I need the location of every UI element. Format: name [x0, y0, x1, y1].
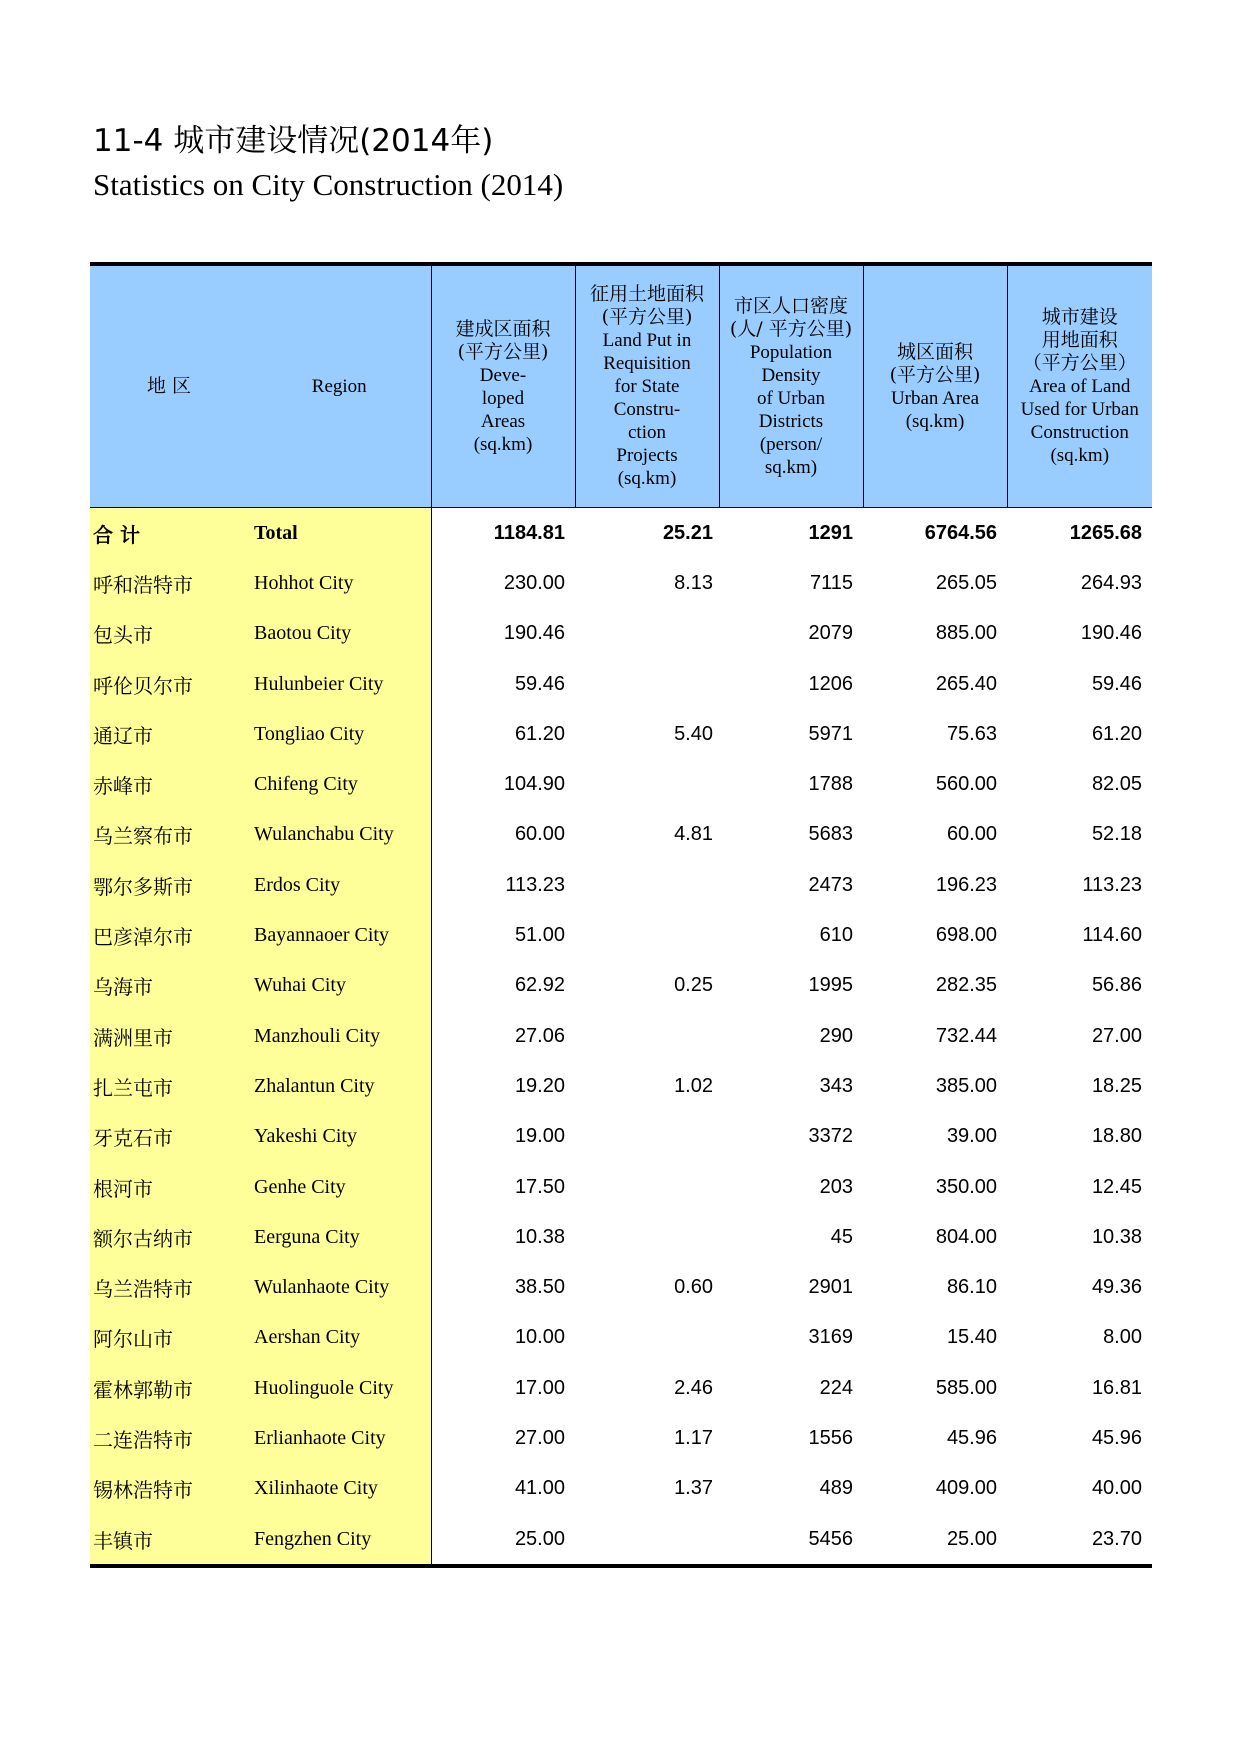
header-line: 市区人口密度 [733, 294, 848, 317]
region-name-chinese: 丰镇市 [90, 1514, 248, 1566]
developed-area-cell: 10.38 [514, 1225, 565, 1248]
table-body [90, 508, 1152, 1569]
header-line: (平方公里) [889, 363, 981, 386]
table-row [90, 1363, 1152, 1413]
population-density-cell: 489 [819, 1477, 853, 1500]
population-density-cell: 7115 [809, 571, 853, 594]
region-name-english: Manzhouli City [248, 1011, 431, 1061]
header-line: Areas [480, 410, 526, 432]
table-row [90, 910, 1152, 960]
developed-area-cell: 25.00 [514, 1527, 565, 1550]
construction-land-cell: 18.80 [1091, 1125, 1142, 1148]
urban-area-cell: 282.35 [935, 974, 997, 997]
table-row [90, 1112, 1152, 1162]
land-requisition-cell: 8.13 [674, 571, 713, 594]
region-name-chinese: 乌海市 [90, 961, 248, 1011]
population-density-cell: 203 [819, 1175, 853, 1198]
region-name-english: Xilinhaote City [248, 1464, 431, 1514]
header-line: (sq.km) [1050, 445, 1110, 466]
header-line: (平方公里) [601, 306, 693, 328]
header-line: (人/ 平方公里) [729, 317, 853, 340]
region-name-chinese: 赤峰市 [90, 759, 248, 809]
population-density-cell: 1788 [808, 773, 853, 796]
land-requisition-cell: 2.46 [674, 1376, 713, 1399]
header-line: Districts [758, 410, 824, 432]
table-row [90, 1011, 1152, 1061]
land-requisition-cell: 4.81 [674, 823, 713, 846]
land-requisition-cell [575, 609, 719, 659]
region-name-chinese: 乌兰浩特市 [90, 1262, 248, 1312]
population-density-cell: 45 [830, 1225, 853, 1248]
urban-area-cell: 885.00 [935, 622, 997, 645]
developed-area-cell: 27.00 [514, 1426, 565, 1449]
header-line: Used for Urban [1020, 399, 1139, 420]
region-name-chinese: 呼伦贝尔市 [90, 659, 248, 709]
region-name-english: Eerguna City [248, 1212, 431, 1262]
construction-land-cell: 16.81 [1091, 1376, 1142, 1399]
population-density-cell: 290 [819, 1024, 853, 1047]
city-construction-table [90, 262, 1152, 1568]
construction-land-cell: 40.00 [1091, 1477, 1142, 1500]
region-name-english: Wulanchabu City [248, 810, 431, 860]
region-name-chinese: 二连浩特市 [90, 1413, 248, 1463]
urban-area-cell: 409.00 [935, 1477, 997, 1500]
header-line: (person/ [759, 433, 823, 455]
developed-area-cell: 190.46 [503, 622, 565, 645]
header-urban-area [863, 266, 1007, 508]
urban-area-cell: 25.00 [946, 1527, 997, 1550]
header-line: for State [614, 376, 680, 397]
region-name-chinese: 锡林浩特市 [90, 1464, 248, 1514]
header-line: (sq.km) [617, 468, 677, 489]
header-line: 用地面积 [1041, 329, 1118, 351]
construction-land-cell: 18.25 [1091, 1074, 1142, 1097]
region-name-chinese: 霍林郭勒市 [90, 1363, 248, 1413]
construction-land-cell: 52.18 [1091, 823, 1142, 846]
population-density-cell: 5971 [808, 722, 853, 745]
developed-area-cell: 61.20 [514, 722, 565, 745]
developed-area-cell: 19.00 [514, 1125, 565, 1148]
population-density-cell: 610 [819, 924, 853, 947]
developed-area-cell: 17.00 [514, 1376, 565, 1399]
region-name-english: Chifeng City [248, 759, 431, 809]
land-requisition-cell [575, 1011, 719, 1061]
region-name-chinese: 乌兰察布市 [90, 810, 248, 860]
header-line: Area of Land [1029, 376, 1131, 397]
population-density-cell: 1995 [808, 974, 853, 997]
header-line: Constru- [613, 399, 681, 420]
land-requisition-cell [575, 1112, 719, 1162]
table-header [90, 264, 1152, 508]
developed-area-cell: 51.00 [514, 924, 565, 947]
header-population-density [719, 266, 863, 508]
header-line: (sq.km) [905, 410, 965, 432]
land-requisition-cell: 1.37 [674, 1477, 713, 1500]
urban-area-cell: 804.00 [935, 1225, 997, 1248]
total-row [90, 508, 1152, 558]
land-requisition-cell [575, 759, 719, 809]
urban-area-cell: 585.00 [935, 1376, 997, 1399]
region-name-english: Genhe City [248, 1162, 431, 1212]
construction-land-cell: 114.60 [1082, 924, 1142, 947]
urban-area-cell: 39.00 [946, 1125, 997, 1148]
construction-land-cell: 59.46 [1091, 672, 1142, 695]
urban-area-cell: 86.10 [946, 1276, 997, 1299]
land-requisition-cell [575, 1212, 719, 1262]
page-title-chinese: 11-4 城市建设情况(2014年) [93, 123, 494, 159]
developed-area-cell: 27.06 [514, 1024, 565, 1047]
header-line: Density [761, 364, 821, 386]
header-region-chinese: 地 区 [90, 266, 248, 508]
header-line: Deve- [479, 364, 527, 386]
land-requisition-cell: 1.17 [674, 1426, 713, 1449]
table-row [90, 759, 1152, 809]
table-row [90, 1514, 1152, 1566]
header-line: (平方公里) [457, 340, 549, 363]
table-row [90, 1162, 1152, 1212]
construction-land-cell: 49.36 [1091, 1276, 1142, 1299]
population-density-cell: 343 [819, 1074, 853, 1097]
table-row [90, 1313, 1152, 1363]
region-name-chinese: 牙克石市 [90, 1112, 248, 1162]
header-line: of Urban [756, 387, 826, 409]
table-row [90, 1061, 1152, 1111]
region-name-chinese: 鄂尔多斯市 [90, 860, 248, 910]
region-name-english: Total [248, 508, 431, 558]
population-density-cell: 2079 [808, 622, 853, 645]
land-requisition-cell: 0.25 [674, 974, 713, 997]
land-requisition-cell [575, 659, 719, 709]
table-row [90, 1464, 1152, 1514]
population-density-cell: 1291 [808, 521, 853, 544]
land-requisition-cell: 1.02 [674, 1074, 713, 1097]
header-line: Population [749, 341, 833, 363]
urban-area-cell: 6764.56 [924, 521, 997, 544]
header-line: （平方公里） [1022, 352, 1137, 374]
urban-area-cell: 385.00 [935, 1074, 997, 1097]
urban-area-cell: 732.44 [935, 1024, 997, 1047]
construction-land-cell: 8.00 [1103, 1326, 1142, 1349]
urban-area-cell: 698.00 [935, 924, 997, 947]
urban-area-cell: 560.00 [935, 773, 997, 796]
header-urban-construction-land [1007, 266, 1152, 508]
population-density-cell: 224 [819, 1376, 853, 1399]
region-name-english: Bayannaoer City [248, 910, 431, 960]
region-name-chinese: 巴彦淖尔市 [90, 910, 248, 960]
developed-area-cell: 230.00 [503, 571, 565, 594]
header-line: 建成区面积 [455, 317, 551, 340]
urban-area-cell: 265.05 [935, 571, 997, 594]
table-row [90, 860, 1152, 910]
region-name-chinese: 额尔古纳市 [90, 1212, 248, 1262]
header-line: (sq.km) [473, 433, 533, 455]
population-density-cell: 3169 [808, 1326, 853, 1349]
region-name-chinese: 包头市 [90, 609, 248, 659]
population-density-cell: 1206 [808, 672, 853, 695]
land-requisition-cell [575, 1514, 719, 1566]
region-name-chinese: 根河市 [90, 1162, 248, 1212]
construction-land-cell: 61.20 [1091, 722, 1142, 745]
header-line: loped [481, 387, 525, 409]
region-name-chinese: 扎兰屯市 [90, 1061, 248, 1111]
header-line: Land Put in [602, 330, 692, 351]
region-name-chinese: 呼和浩特市 [90, 558, 248, 608]
urban-area-cell: 45.96 [946, 1426, 997, 1449]
region-name-english: Baotou City [248, 609, 431, 659]
developed-area-cell: 38.50 [514, 1276, 565, 1299]
land-requisition-cell [575, 910, 719, 960]
land-requisition-cell [575, 1162, 719, 1212]
developed-area-cell: 17.50 [514, 1175, 565, 1198]
table-row [90, 659, 1152, 709]
header-line: 城市建设 [1041, 306, 1118, 328]
header-line: Projects [616, 445, 678, 466]
developed-area-cell: 104.90 [503, 773, 565, 796]
header-land-requisition [575, 266, 719, 508]
header-line: 征用土地面积 [589, 283, 704, 305]
header-line: Construction [1030, 422, 1129, 443]
construction-land-cell: 12.45 [1091, 1175, 1142, 1198]
construction-land-cell: 264.93 [1080, 571, 1142, 594]
table-row [90, 1413, 1152, 1463]
page-title-english: Statistics on City Construction (2014) [93, 167, 564, 202]
developed-area-cell: 19.20 [514, 1074, 565, 1097]
table-row [90, 609, 1152, 659]
urban-area-cell: 60.00 [946, 823, 997, 846]
construction-land-cell: 10.38 [1091, 1225, 1142, 1248]
region-name-english: Huolinguole City [248, 1363, 431, 1413]
region-name-english: Hulunbeier City [248, 659, 431, 709]
urban-area-cell: 265.40 [935, 672, 997, 695]
land-requisition-cell [575, 860, 719, 910]
header-region-english: Region [248, 266, 431, 508]
urban-area-cell: 196.23 [935, 873, 997, 896]
region-name-english: Yakeshi City [248, 1112, 431, 1162]
population-density-cell: 1556 [808, 1426, 853, 1449]
header-line: Urban Area [890, 387, 980, 409]
region-name-english: Wulanhaote City [248, 1262, 431, 1312]
developed-area-cell: 60.00 [514, 823, 565, 846]
land-requisition-cell [575, 1313, 719, 1363]
table-row [90, 1212, 1152, 1262]
region-name-chinese: 阿尔山市 [90, 1313, 248, 1363]
construction-land-cell: 27.00 [1091, 1024, 1142, 1047]
population-density-cell: 3372 [808, 1125, 853, 1148]
population-density-cell: 2473 [808, 873, 853, 896]
region-name-chinese: 通辽市 [90, 709, 248, 759]
region-name-english: Tongliao City [248, 709, 431, 759]
urban-area-cell: 350.00 [935, 1175, 997, 1198]
region-name-chinese: 合 计 [90, 508, 248, 558]
population-density-cell: 2901 [808, 1276, 853, 1299]
table-row [90, 961, 1152, 1011]
header-line: Requisition [603, 353, 691, 374]
header-line: ction [628, 422, 666, 443]
header-line: sq.km) [764, 456, 818, 478]
table-row [90, 810, 1152, 860]
table-bottom-rule [90, 1566, 1152, 1568]
urban-area-cell: 75.63 [946, 722, 997, 745]
developed-area-cell: 113.23 [505, 873, 565, 896]
construction-land-cell: 113.23 [1082, 873, 1142, 896]
region-name-english: Zhalantun City [248, 1061, 431, 1111]
header-line: 城区面积 [896, 340, 973, 363]
developed-area-cell: 10.00 [514, 1326, 565, 1349]
construction-land-cell: 1265.68 [1069, 521, 1142, 544]
region-name-english: Wuhai City [248, 961, 431, 1011]
region-name-english: Aershan City [248, 1313, 431, 1363]
developed-area-cell: 1184.81 [493, 521, 565, 544]
construction-land-cell: 45.96 [1091, 1426, 1142, 1449]
region-name-english: Fengzhen City [248, 1514, 431, 1566]
urban-area-cell: 15.40 [946, 1326, 997, 1349]
construction-land-cell: 190.46 [1080, 622, 1142, 645]
region-name-english: Erdos City [248, 860, 431, 910]
land-requisition-cell: 25.21 [662, 521, 713, 544]
region-name-english: Hohhot City [248, 558, 431, 608]
land-requisition-cell: 5.40 [674, 722, 713, 745]
population-density-cell: 5683 [808, 823, 853, 846]
developed-area-cell: 59.46 [514, 672, 565, 695]
region-name-chinese: 满洲里市 [90, 1011, 248, 1061]
table-row [90, 558, 1152, 608]
table-row [90, 1262, 1152, 1312]
table-bottom-rule-cell [90, 1566, 1152, 1568]
region-name-english: Erlianhaote City [248, 1413, 431, 1463]
table-row [90, 709, 1152, 759]
header-developed-areas [431, 266, 575, 508]
construction-land-cell: 56.86 [1091, 974, 1142, 997]
population-density-cell: 5456 [808, 1527, 853, 1550]
developed-area-cell: 62.92 [514, 974, 565, 997]
developed-area-cell: 41.00 [514, 1477, 565, 1500]
construction-land-cell: 23.70 [1091, 1527, 1142, 1550]
construction-land-cell: 82.05 [1091, 773, 1142, 796]
land-requisition-cell: 0.60 [674, 1276, 713, 1299]
